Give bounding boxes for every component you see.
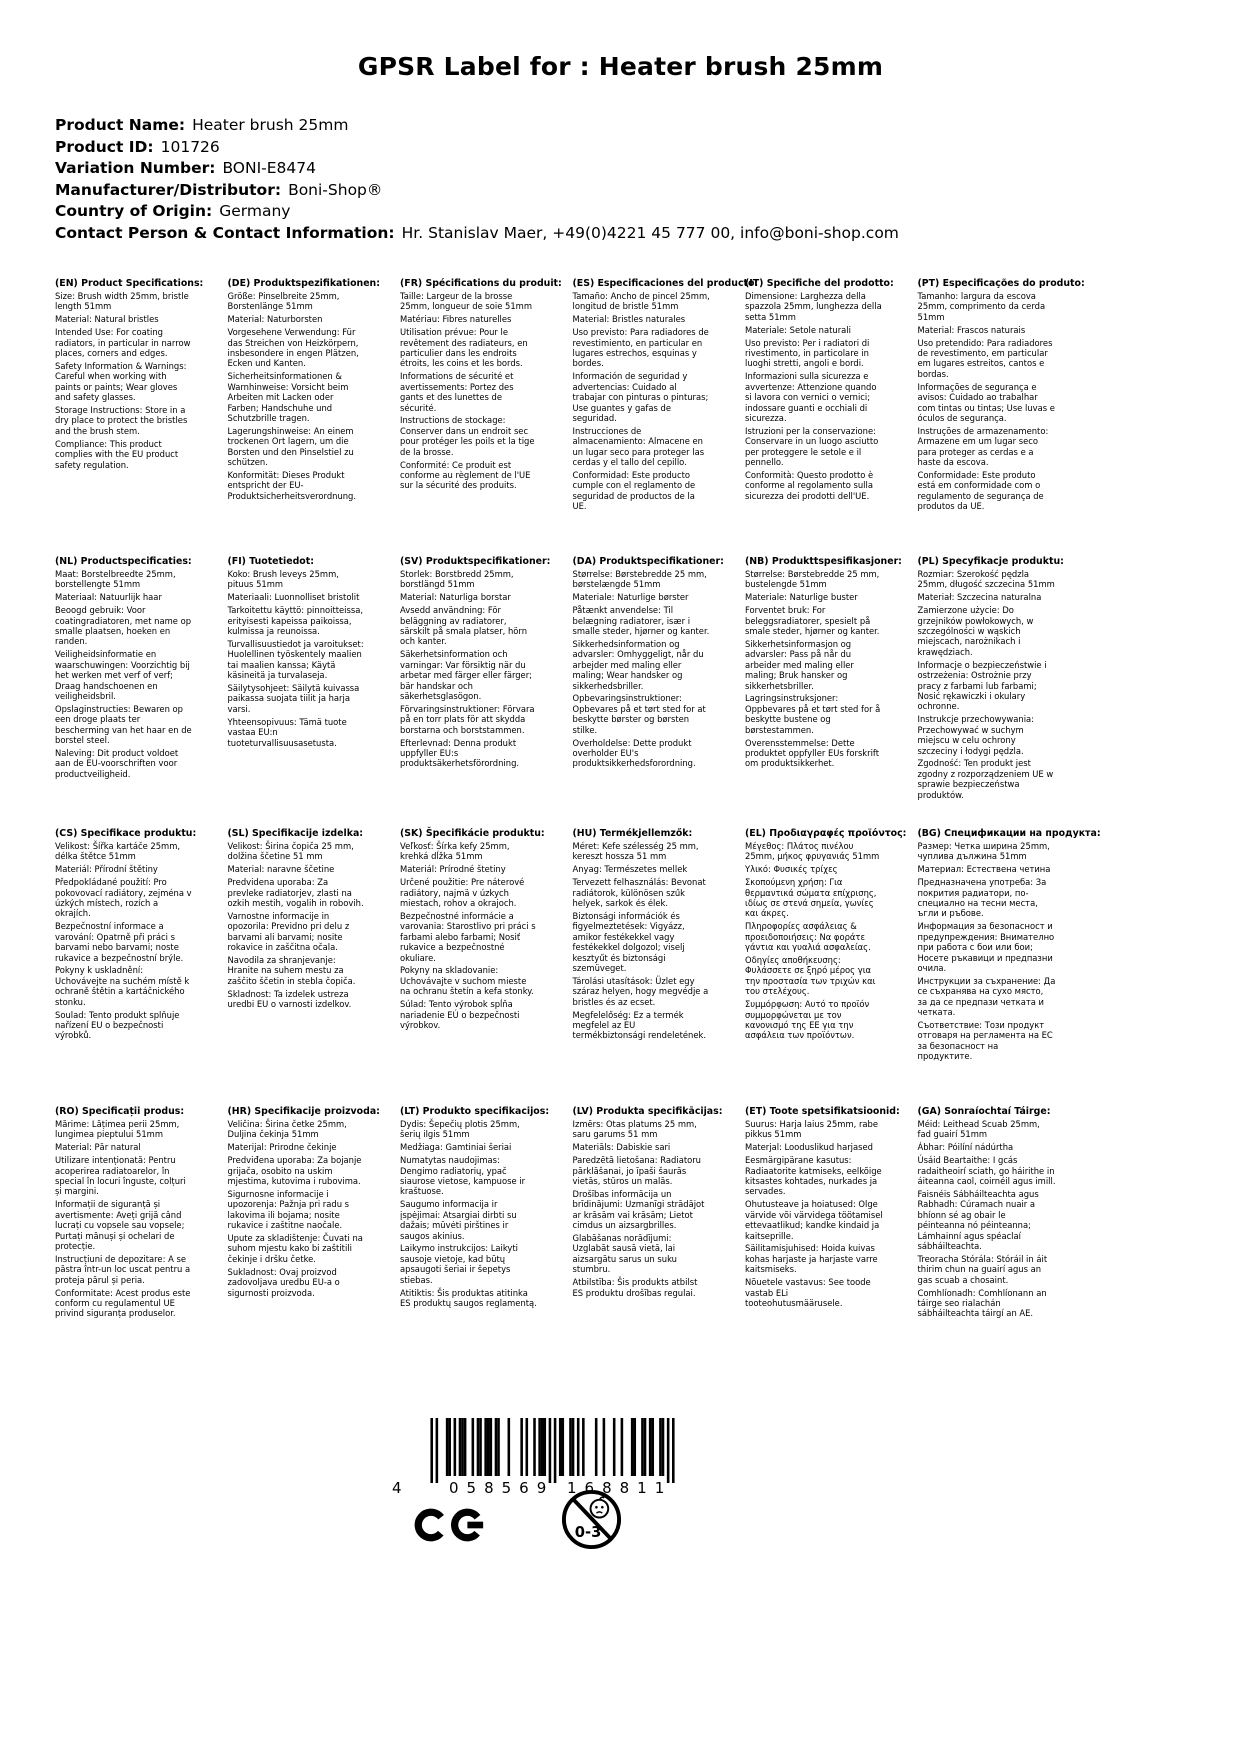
spec-paragraph: Opslaginstructies: Bewaren op een droge plaats ter bescherming van het haar en de borstel steel.: [55, 703, 192, 746]
spec-paragraph: Συμμόρφωση: Αυτό το προϊόν συμμορφώνεται με τον κανονισμό της ΕΕ για την ασφάλεια των προϊόντων.: [745, 999, 870, 1041]
spec-paragraph: Предназначена употреба: За покрития радиатори, по-специално на тесни места, ъгли и ръбове.: [917, 877, 1047, 919]
spec-heading-sl: (SL) Specifikacije izdelka:: [227, 828, 364, 839]
spec-paragraph: Sikkerhetsinformasjon og advarsler: Pass på når du arbeider med maling eller maling; Bruk hansker og sikkerhetsbriller.: [745, 638, 854, 691]
spec-paragraph: Sikkerhedsinformation og advarsler: Omhyggeligt, når du arbejder med maling eller maling; Wear handsker og sikkerhedsbriller.: [572, 638, 704, 691]
spec-paragraph: Materiale: Naturlige børster: [572, 592, 689, 603]
spec-paragraph: Eesmärgipärane kasutus: Radiaatorite katmiseks, eelkõige kitsastes kohtades, nurkades ja servades.: [745, 1155, 882, 1197]
spec-paragraph: Suurus: Harja laius 25mm, rabe pikkus 51mm: [745, 1119, 878, 1140]
country-of-origin-value: Germany: [219, 202, 291, 220]
spec-heading-ro: (RO) Specificații produs:: [55, 1106, 185, 1117]
spec-block-nb: [745, 556, 905, 771]
spec-paragraph: Πληροφορίες ασφάλειας & προειδοποιήσεις: Να φοράτε γάντια και γυαλιά ασφαλείας.: [745, 921, 871, 953]
spec-paragraph: Ohutusteave ja hoiatused: Olge värvide või värvidega töötamisel ettevaatlikud; kandke kindaid ja kaitseprille.: [745, 1199, 883, 1241]
spec-paragraph: Saugumo informacija ir įspėjimai: Atsargiai dirbti su dažais; mūvėti pirštines ir saugos akinius.: [400, 1199, 517, 1241]
spec-paragraph: Uso previsto: Per i radiatori di rivestimento, in particolare in luoghi stretti, angoli e bordi.: [745, 337, 870, 369]
spec-paragraph: Safety Information & Warnings: Careful when working with paints or paints; Wear gloves and safety glasses.: [55, 360, 187, 403]
spec-paragraph: Bezpečnostné informácie a varovania: Starostlivo pri práci s farbami alebo farbami; Nosiť rukavice a bezpečnostné okuliare.: [400, 910, 536, 963]
spec-paragraph: Material: Naturborsten: [227, 314, 323, 325]
spec-block-hu: [573, 828, 733, 1043]
spec-paragraph: Instrukcje przechowywania: Przechowywać w suchym miejscu w celu ochrony szczeciny i łodygi pędzla.: [917, 714, 1034, 756]
spec-paragraph: Pokyny k uskladnění: Uchovávejte na suchém místě k ochraně štětin a kartáčnického stonku.: [55, 965, 190, 1007]
spec-paragraph: Koko: Brush leveys 25mm, pituus 51mm: [227, 569, 339, 590]
spec-paragraph: Materiaal: Natuurlijk haar: [55, 592, 162, 603]
spec-paragraph: Comhlíonadh: Comhlíonann an táirge seo rialachán sábháilteachta táirgí an AE.: [917, 1287, 1047, 1319]
spec-paragraph: Medžiaga: Gamtiniai šeriai: [400, 1142, 512, 1153]
spec-paragraph: Upute za skladištenje: Čuvati na suhom mjestu kako bi zaštitili čekinje i dršku četke.: [227, 1233, 363, 1264]
spec-block-et: [745, 1106, 905, 1311]
spec-paragraph: Materiāls: Dabiskie sari: [572, 1142, 671, 1153]
spec-paragraph: Materiale: Naturlige buster: [745, 592, 858, 603]
spec-paragraph: Veličina: Širina četke 25mm, Duljina čekinja 51mm: [227, 1119, 347, 1140]
spec-paragraph: Ábhar: Póilíní nádúrtha: [917, 1142, 1014, 1153]
country-of-origin-label: Country of Origin:: [55, 202, 213, 220]
spec-paragraph: Informations de sécurité et avertissements: Portez des gants et des lunettes de sécurité.: [400, 371, 514, 413]
spec-heading-bg: (BG) Спецификации на продукта:: [917, 828, 1101, 839]
spec-paragraph: Méret: Kefe szélesség 25 mm, kereszt hossza 51 mm: [572, 841, 699, 862]
product-id-line: [55, 137, 899, 159]
spec-heading-et: (ET) Toote spetsifikatsioonid:: [745, 1106, 900, 1117]
spec-paragraph: Opbevaringsinstruktioner: Opbevares på et tørt sted for at beskytte børster og børsten stilke.: [572, 693, 706, 735]
spec-paragraph: Dydis: Šepečių plotis 25mm, šerių ilgis 51mm: [400, 1119, 520, 1140]
product-name-line: [55, 115, 899, 137]
ean13-barcode: [430, 1418, 675, 1483]
spec-paragraph: Инструкции за съхранение: Да се съхранява на сухо място, за да се предпази четката и четката.: [917, 975, 1056, 1018]
spec-paragraph: Predviđena uporaba: Za bojanje grijača, osobito na uskim mjestima, kutovima i rubovima.: [227, 1155, 362, 1187]
spec-paragraph: Instruções de armazenamento: Armazene em um lugar seco para proteger as cerdas e a haste da escova.: [917, 425, 1049, 468]
spec-paragraph: Materiál: Prírodné štetiny: [400, 864, 506, 875]
spec-paragraph: Conformitate: Acest produs este conform cu regulamentul UE privind siguranța produselor.: [55, 1287, 191, 1319]
spec-heading-fi: (FI) Tuotetiedot:: [227, 556, 314, 567]
spec-block-it: [745, 278, 905, 504]
spec-block-sk: [400, 828, 560, 1033]
page-title: GPSR Label for : Heater brush 25mm: [357, 52, 884, 81]
spec-block-fi: [228, 556, 388, 751]
spec-paragraph: Conformità: Questo prodotto è conforme al regolamento sulla sicurezza dei prodotti dell'UE.: [745, 470, 874, 501]
spec-paragraph: Turvallisuustiedot ja varoitukset: Huolellinen työskentely maalien tai maalien kanssa; Käytä käsineitä ja turvalaseja.: [227, 638, 364, 681]
spec-paragraph: Zamierzone użycie: Do grzejników powłokowych, w szczególności w wąskich miejscach, narożnikach i krawędziach.: [917, 605, 1034, 657]
contact-line: [55, 223, 899, 245]
spec-block-bg: [917, 828, 1101, 1064]
age-warning-text: 0-3: [574, 1524, 602, 1542]
spec-paragraph: Materjal: Looduslikud harjased: [745, 1142, 873, 1153]
spec-paragraph: Lagerungshinweise: An einem trockenen Ort lagern, um die Borsten und den Pinselstiel zu schützen.: [227, 425, 354, 468]
spec-paragraph: Informații de siguranță și avertismente: Aveți grijă când lucrați cu vopsele sau vopsele; Purtați mănuși și ochelari de protecție.: [55, 1199, 185, 1251]
spec-block-pl: [918, 556, 1078, 803]
spec-paragraph: Materiaali: Luonnolliset bristolit: [227, 592, 360, 603]
spec-block-cs: [55, 828, 215, 1043]
spec-heading-hr: (HR) Specifikacije proizvoda:: [227, 1106, 380, 1117]
age-warning-0-3-icon: [560, 1488, 623, 1551]
spec-paragraph: Numatytas naudojimas: Dengimo radiatorių, ypač siaurose vietose, kampuose ir kraštuose.: [400, 1155, 526, 1197]
spec-paragraph: Instrucciones de almacenamiento: Almacene en un lugar seco para proteger las cerdas y el tallo del cepillo.: [572, 425, 705, 468]
spec-paragraph: Maat: Borstelbreedte 25mm, borstellengte 51mm: [55, 569, 176, 590]
spec-grid-row-3: [55, 828, 1215, 1064]
spec-paragraph: Υλικό: Φυσικές τρίχες: [745, 864, 838, 875]
spec-paragraph: Съответствие: Този продукт отговаря на регламента на ЕС за безопасност на продуктите.: [917, 1020, 1053, 1062]
spec-heading-de: (DE) Produktspezifikationen:: [227, 278, 380, 289]
spec-heading-en: (EN) Product Specifications:: [55, 278, 204, 289]
barcode-right-group: 168811: [567, 1479, 673, 1497]
spec-paragraph: Méid: Leithead Scuab 25mm, fad guairí 51mm: [917, 1119, 1040, 1140]
spec-paragraph: Sukladnost: Ovaj proizvod zadovoljava uredbu EU-a o sigurnosti proizvoda.: [227, 1266, 340, 1298]
spec-grid-row-4: [55, 1106, 1215, 1321]
spec-heading-el: (EL) Προδιαγραφές προϊόντος:: [745, 828, 907, 839]
spec-paragraph: Glabāšanas norādījumi: Uzglabāt sausā vietā, lai aizsargātu sarus un suku stumbru.: [572, 1233, 677, 1275]
spec-paragraph: Storage Instructions: Store in a dry place to protect the bristles and the brush stem.: [55, 405, 188, 436]
spec-block-ro: [55, 1106, 215, 1321]
spec-paragraph: Velikost: Širina čopiča 25 mm, dolžina ščetine 51 mm: [227, 841, 354, 862]
spec-paragraph: Faisnéis Sábháilteachta agus Rabhadh: Cúramach nuair a bhíonn sé ag obair le péinteanna nó péinteanna; Lámhainní agus spéaclaí sábháilteachta.: [917, 1188, 1039, 1251]
spec-paragraph: Navodila za shranjevanje: Hranite na suhem mestu za zaščito ščetin in stebla čopiča.: [227, 955, 356, 986]
spec-paragraph: Tamaño: Ancho de pincel 25mm, longitud de bristle 51mm: [572, 291, 710, 312]
spec-block-sv: [400, 556, 560, 771]
spec-paragraph: Tarkoitettu käyttö: pinnoitteissa, erityisesti kapeissa paikoissa, kulmissa ja reunoissa.: [227, 605, 364, 637]
spec-heading-lv: (LV) Produkta specifikācijas:: [572, 1106, 723, 1117]
spec-paragraph: Compliance: This product complies with the EU product safety regulation.: [55, 438, 179, 470]
spec-grid-row-2: [55, 556, 1215, 803]
spec-block-en: [55, 278, 215, 473]
spec-paragraph: Informacje o bezpieczeństwie i ostrzeżenia: Ostrożnie przy pracy z farbami lub farbami; Nosić rękawiczki i okulary ochronne.: [917, 659, 1047, 712]
spec-paragraph: Veľkosť: Šírka kefy 25mm, krehká dĺžka 51mm: [400, 841, 510, 862]
spec-paragraph: Atbilstība: Šis produkts atbilst ES produktu drošības regulai.: [572, 1277, 698, 1298]
spec-paragraph: Vorgesehene Verwendung: Für das Streichen von Heizkörpern, insbesondere in engen Plätzen, Ecken und Kanten.: [227, 327, 359, 369]
spec-paragraph: Säilitamisjuhised: Hoida kuivas kohas harjaste ja harjaste varre kaitsmiseks.: [745, 1243, 878, 1275]
variation-number-value: BONI-E8474: [222, 159, 316, 177]
spec-heading-da: (DA) Produktspecifikationer:: [572, 556, 724, 567]
barcode-bars: [430, 1418, 675, 1483]
spec-paragraph: Materiał: Szczecina naturalna: [917, 592, 1042, 603]
variation-number-label: Variation Number:: [55, 159, 216, 177]
country-of-origin-line: [55, 201, 899, 223]
spec-paragraph: Conformidade: Este produto está em conformidade com o regulamento de segurança de produtos da UE.: [917, 470, 1044, 512]
spec-paragraph: Matériau: Fibres naturelles: [400, 314, 512, 325]
spec-heading-sk: (SK) Špecifikácie produktu:: [400, 828, 545, 839]
spec-paragraph: Velikost: Šířka kartáče 25mm, délka štětce 51mm: [55, 841, 181, 862]
spec-paragraph: Bezpečnostní informace a varování: Opatrně při práci s barvami nebo barvami; noste rukavice a bezpečnostní brýle.: [55, 921, 184, 963]
spec-paragraph: Μέγεθος: Πλάτος πινέλου 25mm, μήκος φρυγανιάς 51mm: [745, 841, 880, 862]
spec-paragraph: Material: Bristles naturales: [572, 314, 686, 325]
spec-paragraph: Materiál: Přírodní štětiny: [55, 864, 158, 875]
spec-paragraph: Atitiktis: Šis produktas atitinka ES produktų saugos reglamentą.: [400, 1287, 537, 1308]
spec-paragraph: Οδηγίες αποθήκευσης: Φυλάσσετε σε ξηρό μέρος για την προστασία των τριχών και του στελέχους.: [745, 955, 876, 997]
contact-value: Hr. Stanislav Maer, +49(0)4221 45 777 00, info@boni-shop.com: [401, 223, 899, 242]
spec-paragraph: Soulad: Tento produkt splňuje nařízení EU o bezpečnosti výrobků.: [55, 1009, 180, 1041]
spec-paragraph: Material: Naturliga borstar: [400, 592, 511, 603]
spec-paragraph: Forventet bruk: For beleggsradiatorer, spesielt på smale steder, hjørner og kanter.: [745, 605, 880, 637]
spec-paragraph: Naleving: Dit product voldoet aan de EU-voorschriften voor productveiligheid.: [55, 748, 179, 779]
spec-block-lv: [573, 1106, 733, 1301]
spec-paragraph: Material: Frascos naturais: [917, 324, 1026, 335]
spec-paragraph: Σκοπούμενη χρήση: Για θερμαντικά σώματα επίχρισης, ιδίως σε στενά σημεία, γωνίες και άκρες.: [745, 877, 877, 919]
spec-heading-sv: (SV) Produktspecifikationer:: [400, 556, 551, 567]
spec-paragraph: Material: naravne ščetine: [227, 864, 335, 875]
spec-block-de: [228, 278, 388, 504]
spec-paragraph: Lagringsinstruksjoner: Oppbevares på et tørt sted for å beskytte bustene og børstestammen.: [745, 693, 881, 735]
ce-mark-icon: [414, 1497, 488, 1553]
spec-paragraph: Uso previsto: Para radiadores de revestimiento, en particular en lugares estrechos, esquinas y bordes.: [572, 327, 709, 369]
spec-paragraph: Skladnost: Ta izdelek ustreza uredbi EU o varnosti izdelkov.: [227, 988, 352, 1010]
spec-paragraph: Materiale: Setole naturali: [745, 324, 851, 335]
spec-paragraph: Størrelse: Børstebredde 25 mm, børstelængde 51mm: [572, 569, 707, 590]
spec-block-sl: [228, 828, 388, 1012]
spec-paragraph: Anyag: Természetes mellek: [572, 864, 688, 875]
spec-block-hr: [228, 1106, 388, 1301]
barcode-left-group: 058569: [449, 1479, 555, 1497]
spec-heading-pl: (PL) Specyfikacje produktu:: [917, 556, 1064, 567]
spec-paragraph: Säkerhetsinformation och varningar: Var försiktig när du arbetar med färger eller färger; bär handskar och säkerhetsglasögon.: [400, 649, 532, 701]
spec-paragraph: Tervezett felhasználás: Bevonat radiátorok, különösen szűk helyek, sarkok és élek.: [572, 877, 706, 909]
spec-paragraph: Pokyny na skladovanie: Uchovávajte v suchom mieste na ochranu štetín a kefa stonky.: [400, 965, 534, 997]
spec-paragraph: Größe: Pinselbreite 25mm, Borstenlänge 51mm: [227, 291, 340, 312]
spec-paragraph: Sicherheitsinformationen & Warnhinweise: Vorsicht beim Arbeiten mit Lacken oder Farben; Handschuhe und Schutzbrille tragen.: [227, 371, 349, 423]
spec-block-da: [573, 556, 733, 771]
product-name-value: Heater brush 25mm: [192, 116, 349, 134]
spec-block-lt: [400, 1106, 560, 1311]
spec-paragraph: Materijal: Prirodne čekinje: [227, 1142, 337, 1153]
spec-paragraph: Súlad: Tento výrobok spĺňa nariadenie EÚ o bezpečnosti výrobkov.: [400, 999, 520, 1030]
spec-paragraph: Drošības informācija un brīdinājumi: Uzmanīgi strādājot ar krāsām vai krāsām; Lietot cimdus un aizsargbrilles.: [572, 1188, 705, 1231]
spec-paragraph: Informazioni sulla sicurezza e avvertenze: Attenzione quando si lavora con vernici o vernici; indossare guanti e occhiali di sicurezza.: [745, 371, 877, 423]
product-id-label: Product ID:: [55, 137, 154, 156]
spec-paragraph: Overholdelse: Dette produkt overholder EU's produktsikkerhedsforordning.: [572, 737, 696, 769]
spec-paragraph: Материал: Естествена четина: [917, 864, 1051, 875]
spec-block-fr: [400, 278, 560, 493]
spec-paragraph: Información de seguridad y advertencias: Cuidado al trabajar con pinturas o pinturas; Use guantes y gafas de seguridad.: [572, 371, 709, 423]
spec-paragraph: Varnostne informacije in opozorila: Previdno pri delu z barvami ali barvami; nosite rokavice in zaščitna očala.: [227, 910, 350, 953]
spec-paragraph: Predvidena uporaba: Za prevleke radiatorjev, zlasti na ozkih mestih, vogalih in robovih.: [227, 877, 364, 909]
spec-block-ga: [918, 1106, 1078, 1321]
spec-paragraph: Izmērs: Otas platums 25 mm, saru garums 51 mm: [572, 1119, 697, 1140]
spec-heading-hu: (HU) Termékjellemzők:: [572, 828, 693, 839]
spec-paragraph: Informações de segurança e avisos: Cuidado ao trabalhar com tintas ou tintas; Use luvas e óculos de segurança.: [917, 381, 1055, 423]
spec-paragraph: Konformität: Dieses Produkt entspricht der EU-Produktsicherheitsverordnung.: [227, 470, 357, 501]
spec-block-nl: [55, 556, 215, 782]
spec-block-el: [745, 828, 905, 1043]
spec-grid-row-1: [55, 278, 1215, 514]
spec-paragraph: Förvaringsinstruktioner: Förvara på en torr plats för att skydda borstarna och borststammen.: [400, 703, 535, 735]
spec-heading-cs: (CS) Specifikace produktu:: [55, 828, 197, 839]
spec-paragraph: Avsedd användning: För beläggning av radiatorer, särskilt på smala platser, hörn och kanter.: [400, 605, 528, 647]
spec-heading-pt: (PT) Especificações do produto:: [917, 278, 1085, 289]
spec-paragraph: Tárolási utasítások: Üzlet egy száraz helyen, hogy megvédje a bristles és az ecset.: [572, 975, 709, 1007]
spec-heading-lt: (LT) Produkto specifikacijos:: [400, 1106, 550, 1117]
barcode-lead-digit: 4: [392, 1479, 402, 1497]
spec-paragraph: Conformidad: Este producto cumple con el reglamento de seguridad de productos de la UE.: [572, 470, 696, 512]
spec-heading-nb: (NB) Produkttspesifikasjoner:: [745, 556, 902, 567]
manufacturer-label: Manufacturer/Distributor:: [55, 180, 282, 199]
spec-paragraph: Veiligheidsinformatie en waarschuwingen: Voorzichtig bij het werken met verf of verf; Draag handschoenen en veiligheidsbril.: [55, 649, 190, 701]
spec-heading-fr: (FR) Spécifications du produit:: [400, 278, 562, 289]
spec-block-es: [572, 278, 759, 514]
spec-paragraph: Úsáid Beartaithe: I gcás radaitheoirí sciath, go háirithe in áiteanna caol, coirnéil agus imill.: [917, 1155, 1056, 1187]
spec-paragraph: Säilytysohjeet: Säilytä kuivassa paikassa suojata tiilit ja harja varsi.: [227, 683, 360, 714]
product-name-label: Product Name:: [55, 116, 186, 134]
spec-paragraph: Rozmiar: Szerokość pędzla 25mm, długość szczecina 51mm: [917, 569, 1055, 590]
spec-block-pt: [917, 278, 1085, 514]
spec-paragraph: Mărime: Lățimea perii 25mm, lungimea pieptului 51mm: [55, 1119, 180, 1140]
spec-paragraph: Instructions de stockage: Conserver dans un endroit sec pour protéger les poils et la tige de la brosse.: [400, 415, 535, 457]
manufacturer-value: Boni-Shop®: [288, 180, 383, 199]
spec-paragraph: Intended Use: For coating radiators, in particular in narrow places, corners and edges.: [55, 327, 191, 359]
spec-paragraph: Yhteensopivuus: Tämä tuote vastaa EU:n tuoteturvallisuusasetusta.: [227, 716, 347, 748]
spec-paragraph: Určené použitie: Pre náterové radiátory, najmä v úzkych miestach, rohov a okrajoch.: [400, 877, 525, 909]
spec-paragraph: Размер: Четка ширина 25mm, чуплива дължина 51mm: [917, 841, 1050, 862]
spec-paragraph: Sigurnosne informacije i upozorenja: Pažnja pri radu s lakovima ili bojama; nosite rukavice i zaštitne naočale.: [227, 1188, 350, 1231]
spec-paragraph: Taille: Largeur de la brosse 25mm, longueur de soie 51mm: [400, 291, 532, 312]
spec-heading-nl: (NL) Productspecificaties:: [55, 556, 192, 567]
spec-paragraph: Efterlevnad: Denna produkt uppfyller EU:s produktsäkerhetsförordning.: [400, 737, 520, 769]
spec-paragraph: Zgodność: Ten produkt jest zgodny z rozporządzeniem UE w sprawie bezpieczeństwa produktów.: [917, 758, 1054, 800]
spec-paragraph: Størrelse: Børstebredde 25 mm, bustelengde 51mm: [745, 569, 880, 590]
manufacturer-line: [55, 180, 899, 202]
spec-paragraph: Påtænkt anvendelse: Til belægning radiatorer, især i smalle steder, hjørner og kanter.: [572, 605, 710, 637]
spec-paragraph: Utilisation prévue: Pour le revêtement des radiateurs, en particulier dans les endroits étroits, les coins et les bords.: [400, 327, 528, 369]
spec-paragraph: Utilizare intenționată: Pentru acoperirea radiatoarelor, în special în locuri înguste, colțuri și margini.: [55, 1155, 186, 1197]
spec-paragraph: Uso pretendido: Para radiadores de revestimento, em particular em lugares estreitos, cantos e bordas.: [917, 337, 1053, 379]
spec-paragraph: Paredzētā lietošana: Radiatoru pārklāšanai, jo īpaši šaurās vietās, stūros un malās.: [572, 1155, 701, 1187]
spec-paragraph: Dimensione: Larghezza della spazzola 25mm, lunghezza della setta 51mm: [745, 291, 882, 322]
spec-heading-ga: (GA) Sonraíochtaí Táirge:: [917, 1106, 1051, 1117]
spec-paragraph: Conformité: Ce produit est conforme au règlement de l'UE sur la sécurité des produits.: [400, 459, 531, 491]
spec-paragraph: Předpokládané použití: Pro pokovovací radiátory, zejména v úzkých místech, rozích a okrajích.: [55, 877, 192, 919]
product-info: [55, 115, 899, 244]
spec-paragraph: Instrucțiuni de depozitare: A se păstra într-un loc uscat pentru a proteja părul și peria.: [55, 1253, 191, 1285]
spec-paragraph: Nõuetele vastavus: See toode vastab ELi tooteohutusmäärusele.: [745, 1277, 871, 1308]
spec-paragraph: Информация за безопасност и предупреждения: Внимателно при работа с бои или бои; Носете ръкавици и предпазни очила.: [917, 921, 1055, 973]
spec-paragraph: Storlek: Borstbredd 25mm, borstlängd 51mm: [400, 569, 514, 590]
spec-paragraph: Laikymo instrukcijos: Laikyti sausoje vietoje, kad būtų apsaugoti šeriai ir šepetys stiebas.: [400, 1243, 518, 1285]
spec-paragraph: Istruzioni per la conservazione: Conservare in un luogo asciutto per proteggere le setole e il pennello.: [745, 425, 879, 468]
spec-paragraph: Material: Natural bristles: [55, 314, 159, 325]
spec-paragraph: Material: Păr natural: [55, 1142, 141, 1153]
product-id-value: 101726: [160, 137, 220, 156]
spec-paragraph: Tamanho: largura da escova 25mm, comprimento da cerda 51mm: [917, 291, 1046, 322]
contact-label: Contact Person & Contact Information:: [55, 223, 395, 242]
spec-paragraph: Megfelelőség: Ez a termék megfelel az EU termékbiztonsági rendeletének.: [572, 1009, 707, 1041]
spec-paragraph: Beoogd gebruik: Voor coatingradiatoren, met name op smalle plaatsen, hoeken en randen.: [55, 605, 192, 647]
variation-number-line: [55, 158, 899, 180]
spec-heading-es: (ES) Especificaciones del producto:: [572, 278, 759, 289]
spec-paragraph: Size: Brush width 25mm, bristle length 51mm: [55, 291, 189, 312]
spec-paragraph: Overensstemmelse: Dette produktet oppfyller EUs forskrift om produktsikkerhet.: [745, 737, 880, 769]
spec-paragraph: Treoracha Stórála: Stóráil in áit thirim chun na guairí agus an gas scuab a chosaint.: [917, 1253, 1048, 1285]
spec-heading-it: (IT) Specifiche del prodotto:: [745, 278, 894, 289]
spec-paragraph: Biztonsági információk és figyelmeztetések: Vigyázz, amikor festékekkel vagy festékekkel dolgozol; viselj kesztyűt és biztonsági szemüveget.: [572, 910, 685, 973]
